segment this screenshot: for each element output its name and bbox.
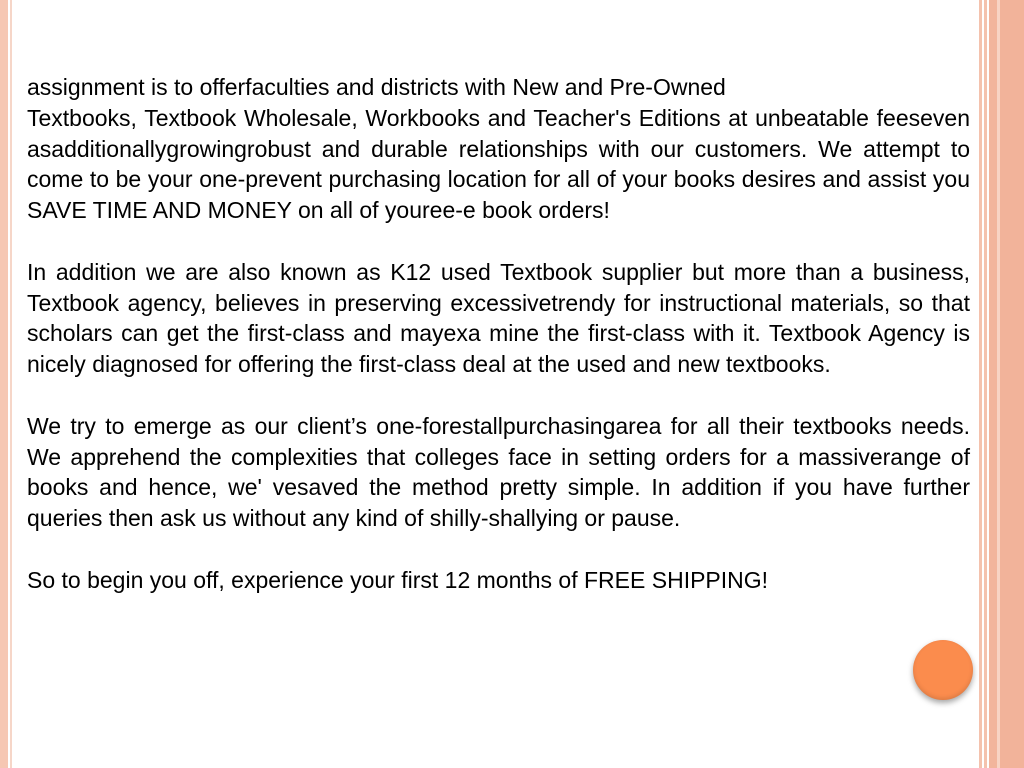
right-decorative-band xyxy=(979,0,1024,768)
right-band-line-3 xyxy=(989,0,997,768)
right-band-line-1 xyxy=(979,0,982,768)
right-band-line-5 xyxy=(1000,0,1024,768)
paragraph-3: We try to emerge as our client’s one-forestallpurchasingarea for all their textbooks needs. We apprehend the complexities that colleges face in setting orders for a massiverange of books and hence, we' vesaved the method pretty simple. In addition if you have further queries then ask us without any kind of shilly-shallying or pause. xyxy=(27,412,970,532)
paragraph-1-first-line: assignment is to offerfaculties and districts with New and Pre-Owned xyxy=(27,74,726,100)
paragraph-2: In addition we are also known as K12 used Textbook supplier but more than a business, Textbook agency, believes in preserving excessivetrendy for instructional materials, so that scholars can get the first-class and mayexa mine the first-class with it. Textbook Agency is nicely diagnosed for offering the first-class deal at the used and new textbooks. xyxy=(27,258,970,378)
slide-body-text xyxy=(27,72,970,596)
paragraph-4: So to begin you off, experience your first 12 months of FREE SHIPPING! xyxy=(27,566,769,593)
left-decorative-stripe xyxy=(0,0,8,768)
paragraph-1: Textbooks, Textbook Wholesale, Workbooks and Teacher's Editions at unbeatable feeseven asadditionallygrowingrobust and durable relationships with our customers. We attempt to come to be your one-prevent purchasing location for all of your books desires and assist you SAVE TIME AND MONEY on all of youree-e book orders! xyxy=(27,104,970,224)
left-decorative-line xyxy=(10,0,12,768)
orange-circle-decoration xyxy=(913,640,973,700)
right-band-line-2 xyxy=(984,0,987,768)
